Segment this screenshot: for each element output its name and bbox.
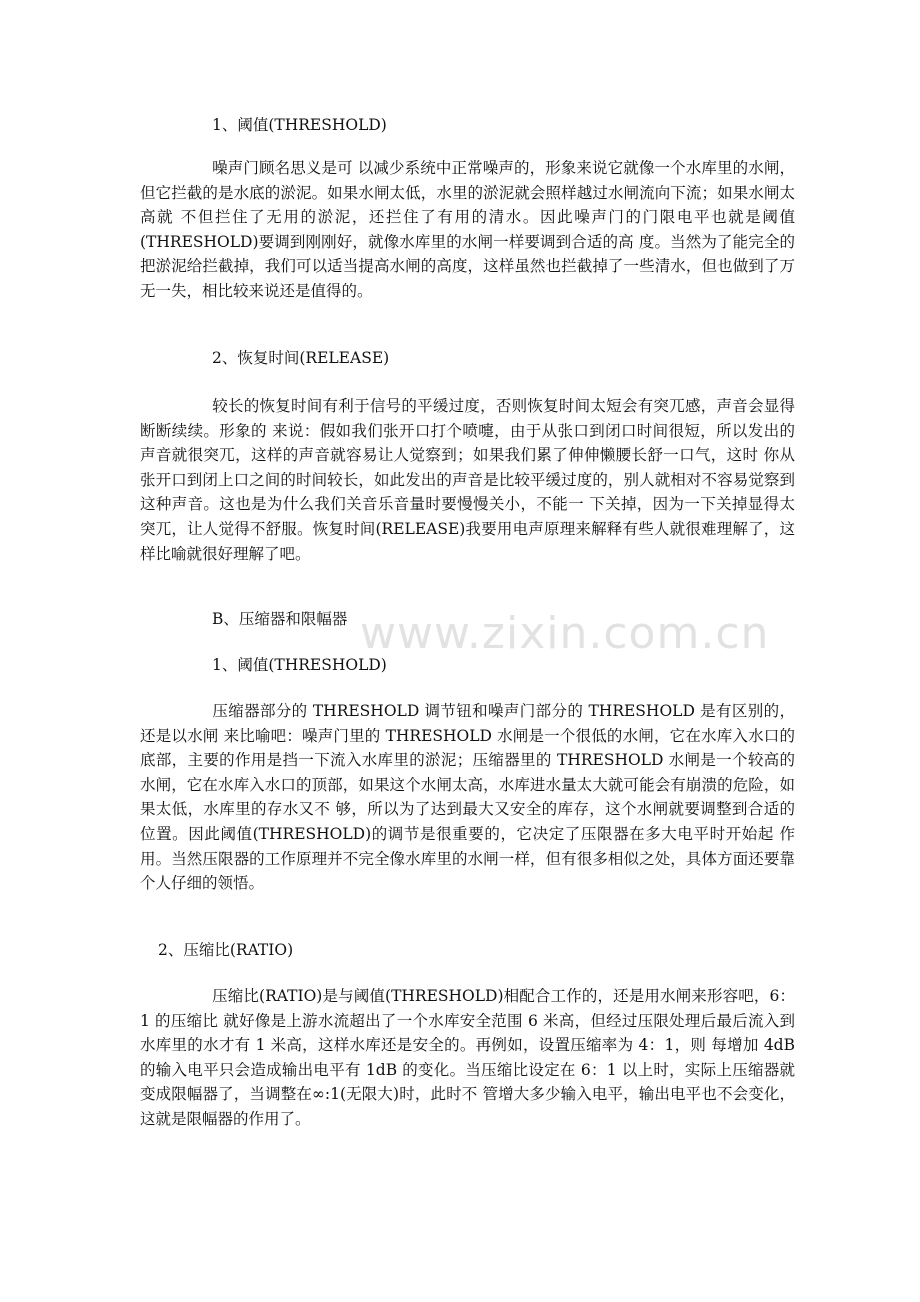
heading-threshold-noise-gate: 1、阈值(THRESHOLD) [212,116,387,134]
heading-ratio: 2、压缩比(RATIO) [158,941,294,959]
heading-release: 2、恢复时间(RELEASE) [212,349,390,367]
heading-threshold-compressor: 1、阈值(THRESHOLD) [212,656,387,674]
paragraph-threshold-noise-gate: 噪声门顾名思义是可 以减少系统中正常噪声的，形象来说它就像一个水库里的水闸，但它拦截的是水底的淤泥。如果水闸太低，水里的淤泥就会照样越过水闸流向下流；如果水闸太高就 不但拦住了无用的淤泥，还拦住了有用的清水。因此噪声门的门限电平也就是阈值(THRESHOLD)要调到刚刚好，就像水库里的水闸一样要调到合适的高 度。当然为了能完全的把淤泥给拦截掉，我们可以适当提高水闸的高度，这样虽然也拦截掉了一些清水，但也做到了万无一失，相比较来说还是值得的。 [140,159,795,300]
paragraph-threshold-compressor: 压缩器部分的 THRESHOLD 调节钮和噪声门部分的 THRESHOLD 是有区别的，还是以水闸 来比喻吧：噪声门里的 THRESHOLD 水闸是一个很低的水闸，它在水库入水口的底部，主要的作用是挡一下流入水库里的淤泥；压缩器里的 THRESHOLD 水闸是一个较高的水闸，它在水库入水口的顶部，如果这个水闸太高，水库进水量太大就可能会有崩溃的危险，如果太低，水库里的存水又不 够，所以为了达到最大又安全的库存，这个水闸就要调整到合适的位置。因此阈值(THRESHOLD)的调节是很重要的，它决定了压限器在多大电平时开始起 作用。当然压限器的工作原理并不完全像水库里的水闸一样，但有很多相似之处，具体方面还要靠个人仔细的领悟。 [140,702,795,893]
heading-compressor-limiter: B、压缩器和限幅器 [212,610,348,628]
watermark: www.zixin.com.cn [360,608,770,659]
paragraph-release: 较长的恢复时间有利于信号的平缓过度，否则恢复时间太短会有突兀感，声音会显得断断续续。形象的 来说：假如我们张开口打个喷嚏，由于从张口到闭口时间很短，所以发出的声音就很突兀，这样的声音就容易让人觉察到；如果我们累了伸伸懒腰长舒一口气，这时 你从张开口到闭上口之间的时间较长，如此发出的声音是比较平缓过度的，别人就相对不容易觉察到这种声音。这也是为什么我们关音乐音量时要慢慢关小，不能一 下关掉，因为一下关掉显得太突兀，让人觉得不舒服。恢复时间(RELEASE)我要用电声原理来解释有些人就很难理解了，这样比喻就很好理解了吧。 [140,397,795,563]
paragraph-ratio: 压缩比(RATIO)是与阈值(THRESHOLD)相配合工作的，还是用水闸来形容吧，6：1 的压缩比 就好像是上游水流超出了一个水库安全范围 6 米高，但经过压限处理后最后流入到水库里的水才有 1 米高，这样水库还是安全的。再例如，设置压缩率为 4：1，则 每增加 4dB 的输入电平只会造成输出电平有 1dB 的变化。当压缩比设定在 6：1 以上时，实际上压缩器就变成限幅器了，当调整在∞:1(无限大)时，此时不 管增大多少输入电平，输出电平也不会变化，这就是限幅器的作用了。 [140,987,795,1128]
